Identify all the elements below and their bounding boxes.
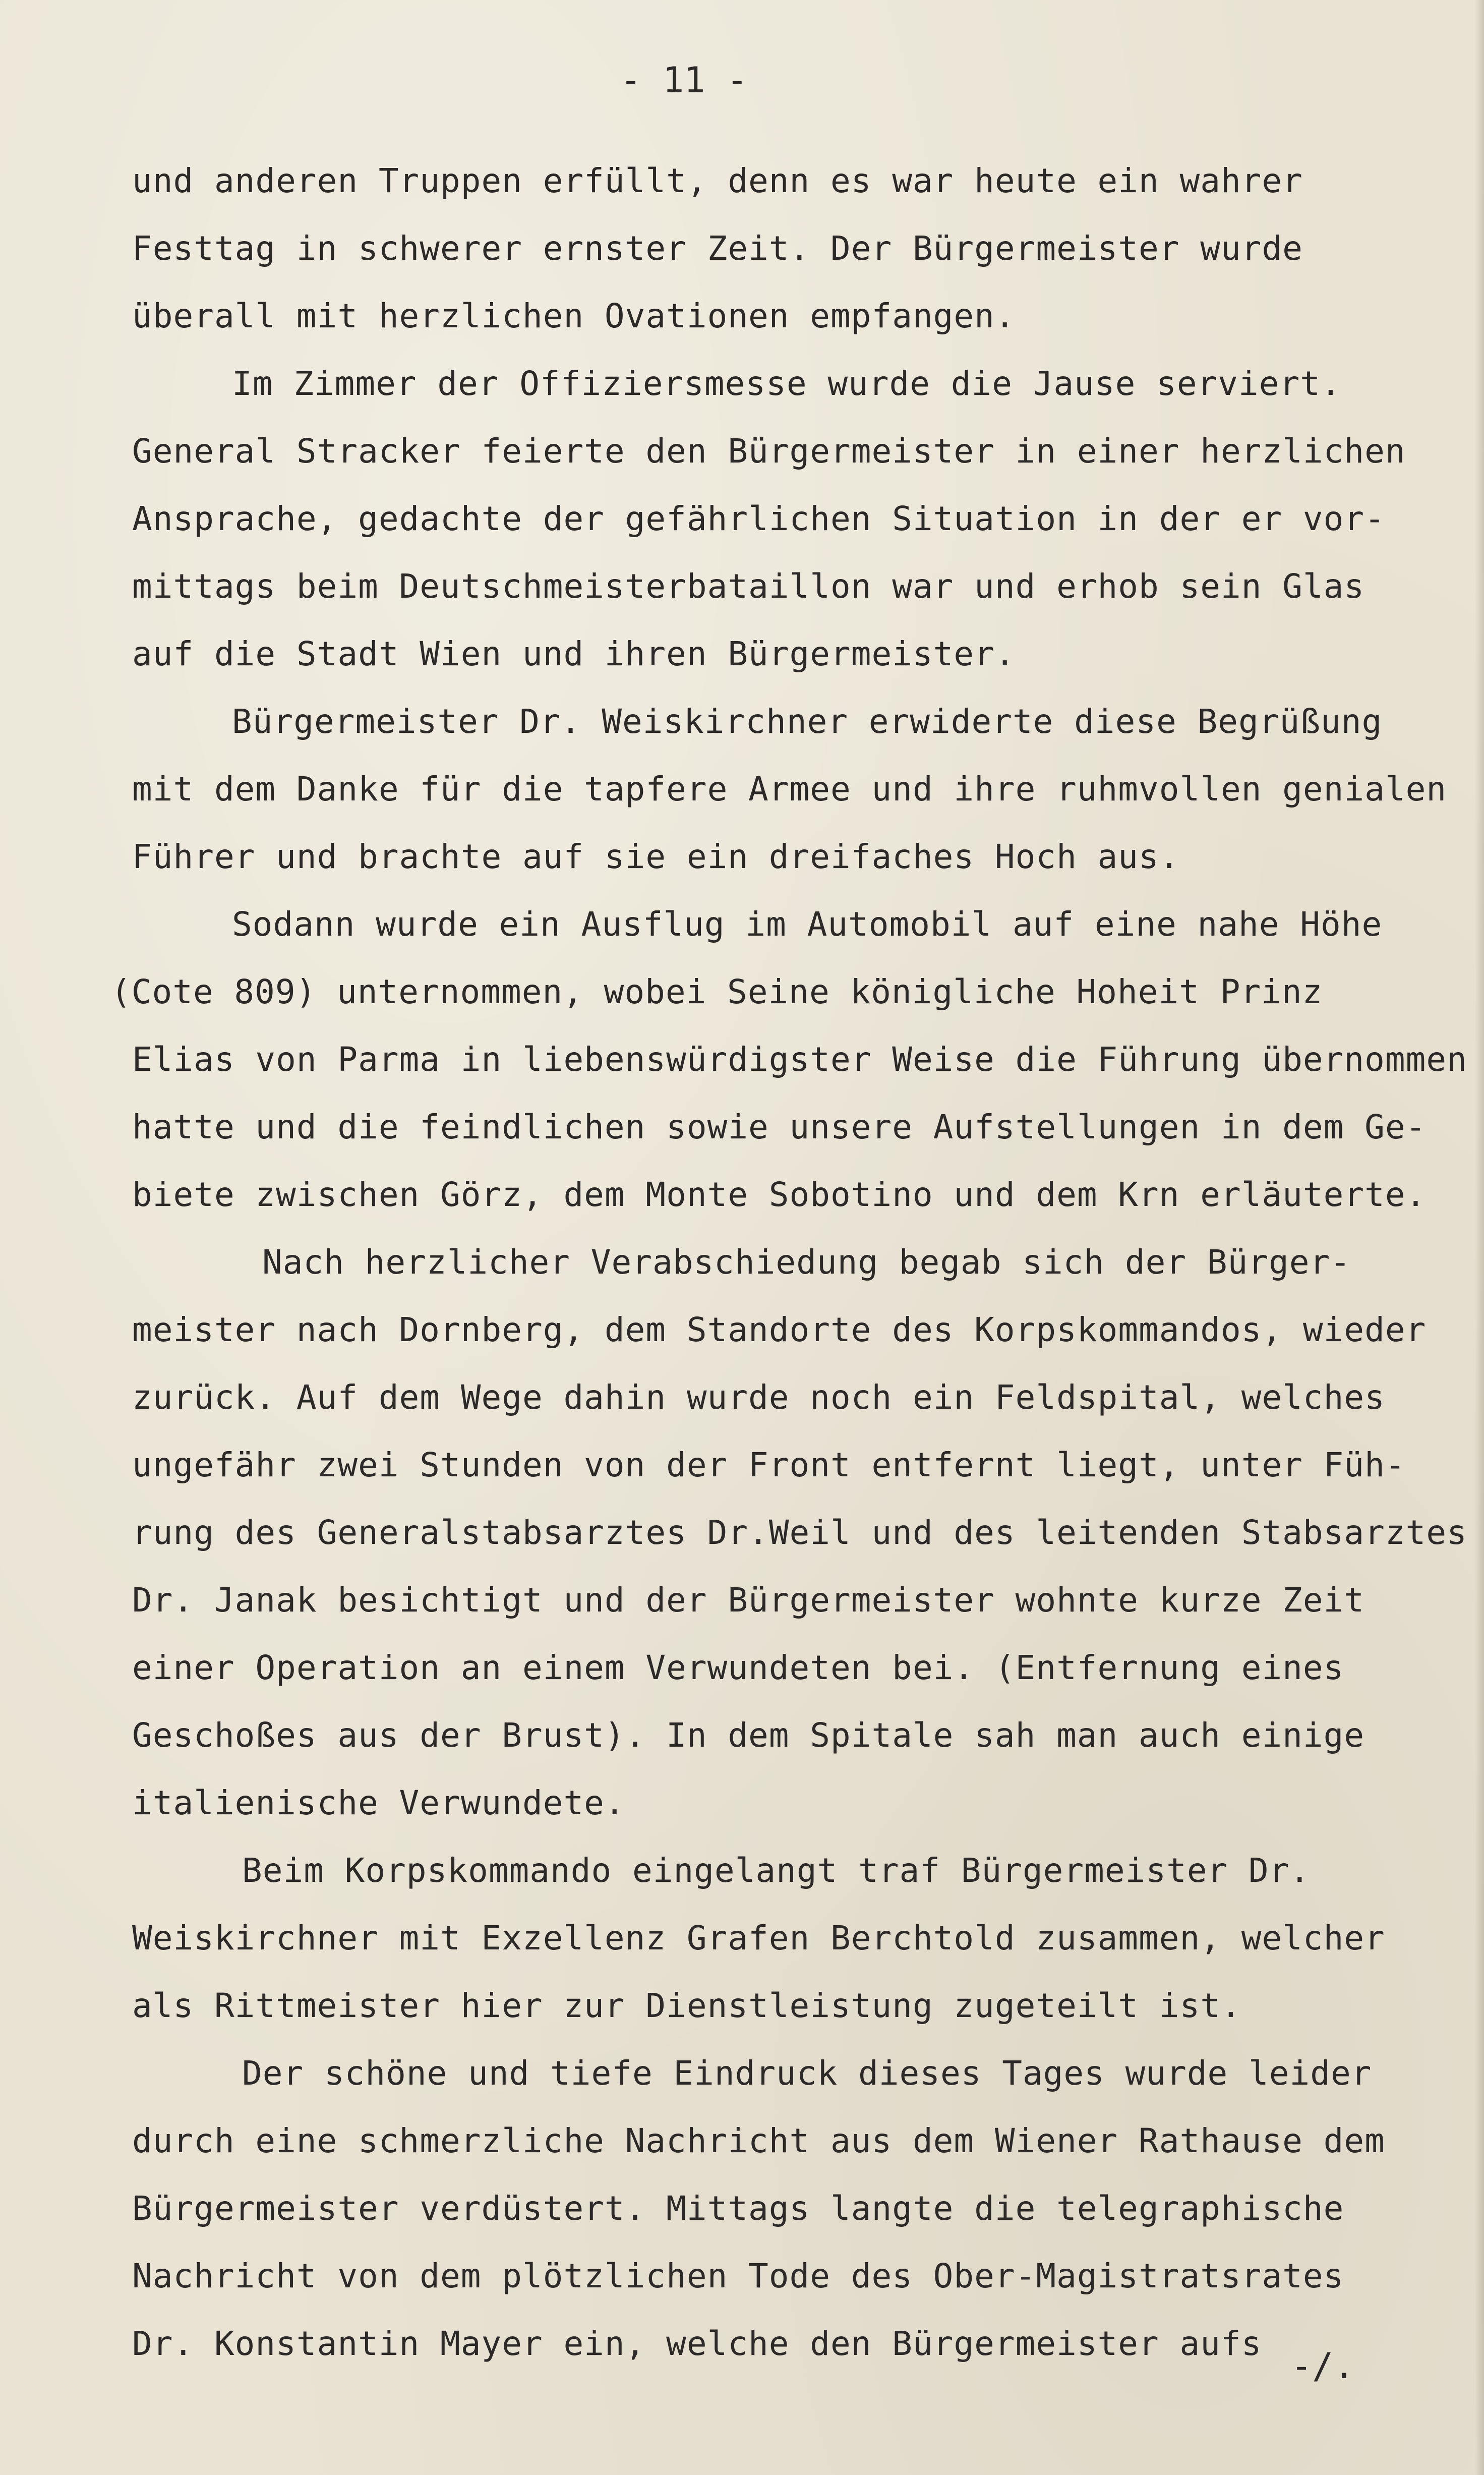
- text-line-18: meister nach Dornberg, dem Standorte des Korpskommandos, wieder: [132, 1310, 1427, 1349]
- continuation-mark: -/.: [1291, 2345, 1355, 2387]
- paper-edge-shadow: [1475, 0, 1484, 2475]
- text-line-1: und anderen Truppen erfüllt, denn es war heute ein wahrer: [132, 161, 1303, 200]
- text-line-8: auf die Stadt Wien und ihren Bürgermeister.: [132, 635, 1016, 673]
- text-line-21: rung des Generalstabsarztes Dr.Weil und des leitenden Stabsarztes: [132, 1513, 1467, 1552]
- text-line-26: Beim Korpskommando eingelangt traf Bürgermeister Dr.: [242, 1851, 1311, 1890]
- text-line-13: (Cote 809) unternommen, wobei Seine königliche Hoheit Prinz: [111, 972, 1323, 1011]
- text-line-22: Dr. Janak besichtigt und der Bürgermeister wohnte kurze Zeit: [132, 1581, 1365, 1620]
- text-line-15: hatte und die feindlichen sowie unsere Aufstellungen in dem Ge-: [132, 1108, 1427, 1146]
- text-line-4: Im Zimmer der Offiziersmesse wurde die Jause serviert.: [232, 364, 1341, 403]
- text-line-30: durch eine schmerzliche Nachricht aus dem Wiener Rathause dem: [132, 2121, 1385, 2160]
- text-line-16: biete zwischen Görz, dem Monte Sobotino und dem Krn erläuterte.: [132, 1175, 1427, 1214]
- text-line-17: Nach herzlicher Verabschiedung begab sich der Bürger-: [262, 1243, 1351, 1282]
- text-line-28: als Rittmeister hier zur Dienstleistung zugeteilt ist.: [132, 1986, 1241, 2025]
- text-line-27: Weiskirchner mit Exzellenz Grafen Berchtold zusammen, welcher: [132, 1919, 1385, 1958]
- text-line-32: Nachricht von dem plötzlichen Tode des Ober-Magistratsrates: [132, 2257, 1344, 2295]
- text-line-20: ungefähr zwei Stunden von der Front entfernt liegt, unter Füh-: [132, 1446, 1406, 1484]
- page-number: - 11 -: [620, 60, 748, 101]
- text-line-25: italienische Verwundete.: [132, 1783, 625, 1822]
- text-line-24: Geschoßes aus der Brust). In dem Spitale sah man auch einige: [132, 1716, 1365, 1755]
- text-line-10: mit dem Danke für die tapfere Armee und ihre ruhmvollen genialen: [132, 770, 1447, 809]
- text-line-14: Elias von Parma in liebenswürdigster Weise die Führung übernommen: [132, 1040, 1467, 1079]
- text-line-33: Dr. Konstantin Mayer ein, welche den Bürgermeister aufs: [132, 2324, 1262, 2363]
- text-line-2: Festtag in schwerer ernster Zeit. Der Bürgermeister wurde: [132, 229, 1303, 268]
- text-line-3: überall mit herzlichen Ovationen empfangen.: [132, 297, 1016, 335]
- text-line-19: zurück. Auf dem Wege dahin wurde noch ein Feldspital, welches: [132, 1378, 1385, 1417]
- text-line-11: Führer und brachte auf sie ein dreifaches Hoch aus.: [132, 837, 1180, 876]
- text-line-9: Bürgermeister Dr. Weiskirchner erwiderte diese Begrüßung: [232, 702, 1383, 741]
- text-line-6: Ansprache, gedachte der gefährlichen Situation in der er vor-: [132, 499, 1385, 538]
- text-line-12: Sodann wurde ein Ausflug im Automobil auf eine nahe Höhe: [232, 905, 1383, 944]
- text-line-31: Bürgermeister verdüstert. Mittags langte die telegraphische: [132, 2189, 1344, 2228]
- text-line-7: mittags beim Deutschmeisterbataillon war und erhob sein Glas: [132, 567, 1365, 606]
- text-line-23: einer Operation an einem Verwundeten bei. (Entfernung eines: [132, 1648, 1344, 1687]
- text-line-29: Der schöne und tiefe Eindruck dieses Tages wurde leider: [242, 2054, 1372, 2093]
- text-line-5: General Stracker feierte den Bürgermeister in einer herzlichen: [132, 432, 1406, 471]
